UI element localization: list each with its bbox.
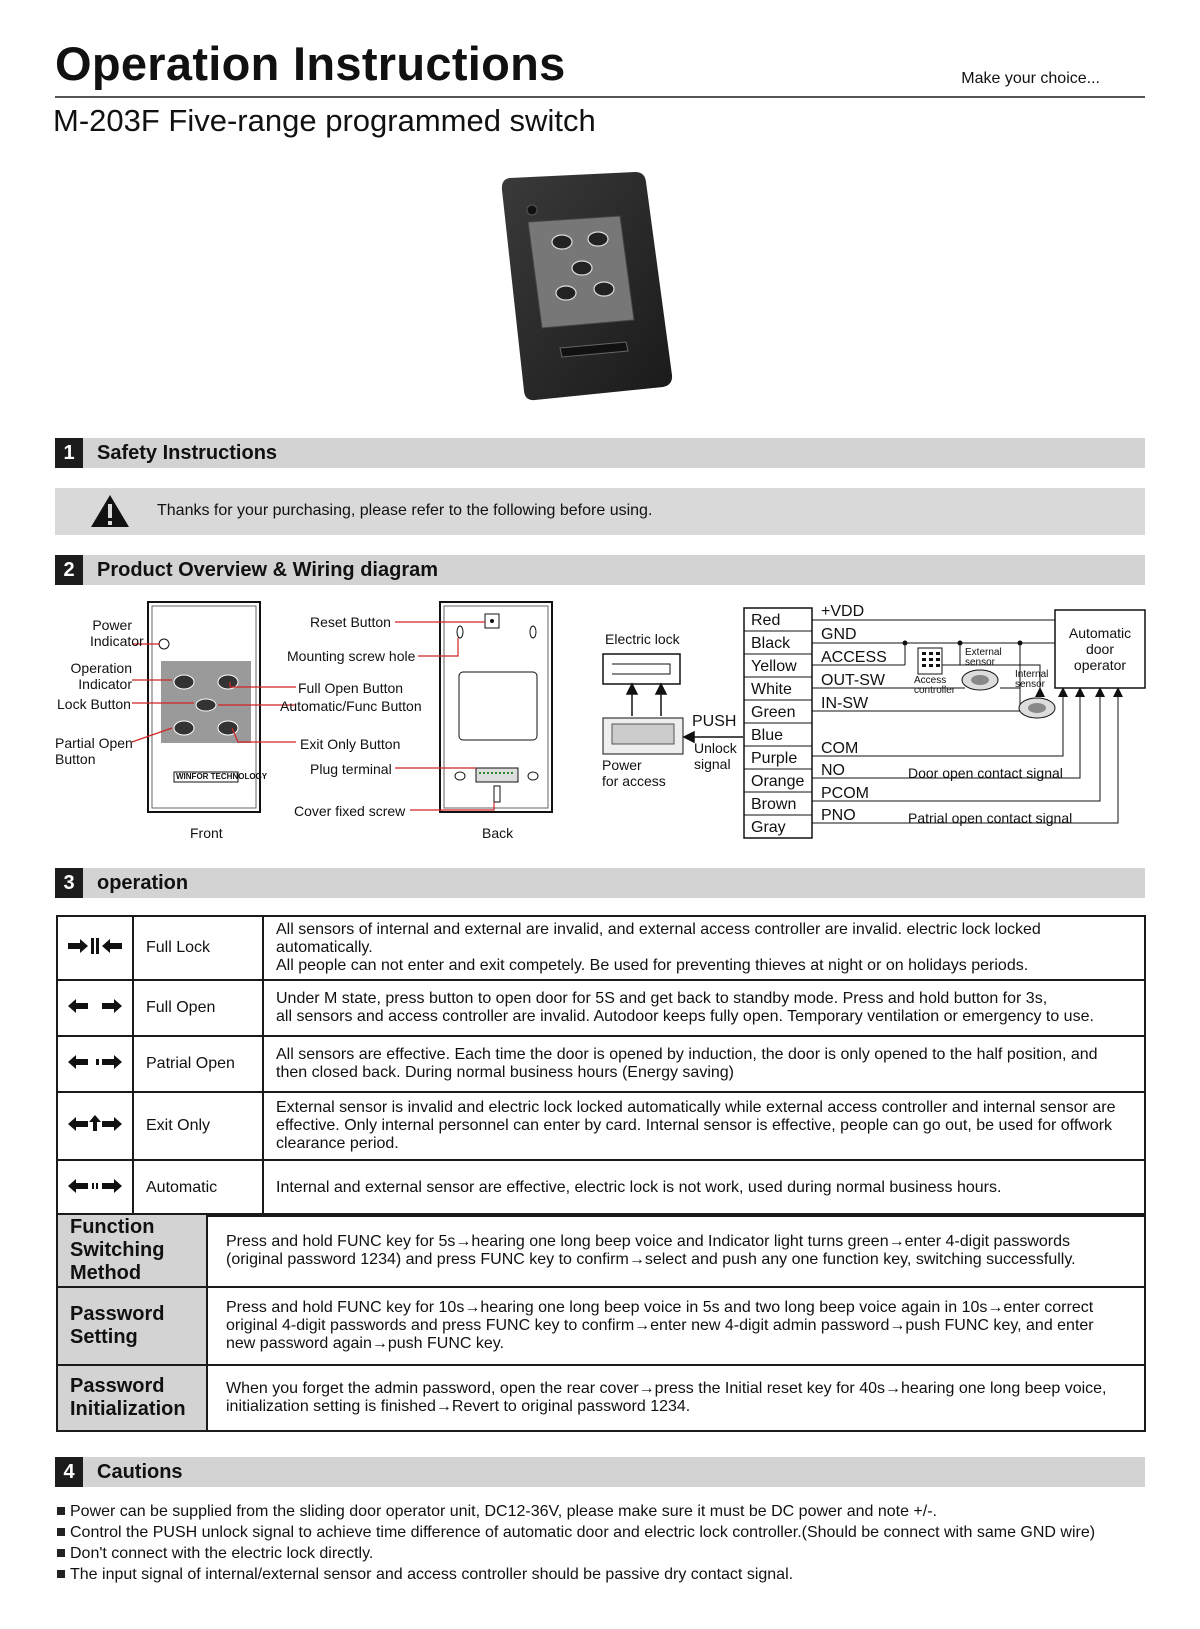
list-item [57,1545,373,1563]
function-text: When you forget the admin password, open the rear cover→press the Initial reset key for 40s→hearing one long beep voice, initialization setting is finished→Revert to original password 1234. [207,1365,1145,1431]
partial-open-signal-label: Patrial open contact signal [908,810,1073,826]
mode-name: Exit Only [133,1092,263,1160]
mode-name: Full Lock [133,916,263,980]
safety-notice-text: Thanks for your purchasing, please refer to the following before using. [157,502,653,519]
table-row [57,1160,1145,1216]
function-heading: Password Initialization [57,1365,207,1431]
bullet-icon [57,1528,65,1536]
wire-color-black: Black [751,635,791,652]
operation-indicator-label: Operation Indicator [70,660,132,692]
function-heading: Password Setting [57,1287,207,1365]
power-indicator-label: Power Indicator [90,617,144,649]
signal-pno: PNO [821,807,856,824]
function-table [56,1213,1146,1432]
signal-com: COM [821,740,859,757]
signal-access: ACCESS [821,649,887,666]
mode-name: Patrial Open [133,1036,263,1092]
wire-color-brown: Brown [751,796,797,813]
page-title: Operation Instructions [55,37,566,90]
electric-lock-label: Electric lock [605,631,680,647]
section-number: 1 [55,438,83,468]
signal-in-sw: IN-SW [821,695,869,712]
wire-color-yellow: Yellow [751,658,797,675]
mode-description: All sensors of internal and external are invalid, and external access controller are invalid. electric lock locked automatically. All people can not enter and exit competely. Be used for preventing thieves at night or on holidays periods. [263,916,1145,980]
wire-color-gray: Gray [751,819,786,836]
automatic-arrows-icon [57,1160,133,1216]
full-open-button-label: Full Open Button [298,680,404,696]
table-row [57,1036,1145,1092]
function-text: Press and hold FUNC key for 10s→hearing one long beep voice in 5s and two long beep voice again in 10s→enter correct original 4-digit passwords and press FUNC key to confirm→enter new 4-digit admin password→push FUNC key, and enter new password again→push FUNC key. [207,1287,1145,1365]
operation-table [56,915,1146,1217]
caution-text: Don't connect with the electric lock directly. [70,1545,374,1562]
wire-color-red: Red [751,612,781,629]
mode-name: Full Open [133,980,263,1036]
section-number: 4 [55,1457,83,1487]
section-title: Cautions [97,1461,183,1483]
push-label: PUSH [692,713,737,730]
section-title: Product Overview & Wiring diagram [97,559,439,581]
bullet-icon [57,1507,65,1515]
mode-description: Under M state, press button to open door for 5S and get back to standby mode. Press and hold button for 3s, all sensors and access controller are invalid. Autodoor keeps fully open. Temporary ventilation or emergency to use. [263,980,1145,1036]
caution-text: Power can be supplied from the sliding door operator unit, DC12-36V, please make sure it must be DC power and note +/-. [70,1503,937,1520]
partial-open-arrows-icon [57,1036,133,1092]
door-open-signal-label: Door open contact signal [908,765,1063,781]
table-row [57,1092,1145,1160]
signal-pcom: PCOM [821,785,869,802]
signal-out-sw: OUT-SW [821,672,885,689]
reset-button-label: Reset Button [310,614,391,630]
access-controller-label: Access controller [914,675,956,696]
auto-func-button-label: Automatic/Func Button [280,698,422,714]
caution-text: The input signal of internal/external sensor and access controller should be passive dry contact signal. [70,1566,794,1583]
back-caption: Back [482,825,514,841]
wire-color-purple: Purple [751,750,798,767]
plug-terminal-label: Plug terminal [310,761,392,777]
wire-color-blue: Blue [751,727,784,744]
front-brand-plate: WINFOR TECHNOLOGY [176,772,268,781]
table-row [57,916,1145,980]
function-heading: Function Switching Method [57,1214,207,1287]
list-item [57,1524,1095,1542]
table-row [57,1214,1145,1287]
tagline: Make your choice... [961,70,1100,87]
unlock-signal-label: Unlock signal [694,740,737,772]
caution-text: Control the PUSH unlock signal to achieve time difference of automatic door and electric lock controller.(Should be connect with same GND wire) [70,1524,1096,1541]
signal-vdd: +VDD [821,603,865,620]
section-cautions-header [55,1457,1145,1487]
bullet-icon [57,1570,65,1578]
mode-description: All sensors are effective. Each time the door is opened by induction, the door is only opened to the half position, and then closed back. During normal business hours (Energy saving) [263,1036,1145,1092]
table-row [57,1287,1145,1365]
table-row [57,1365,1145,1431]
signal-gnd: GND [821,626,857,643]
mode-description: Internal and external sensor are effective, electric lock is not work, used during normal business hours. [263,1160,1145,1216]
mounting-screw-hole-label: Mounting screw hole [287,648,416,664]
section-operation-header [55,868,1145,898]
partial-open-button-label: Partial Open Button [55,735,133,767]
wire-color-white: White [751,681,792,698]
list-item [57,1566,793,1584]
section-title: operation [97,872,189,894]
table-row [57,980,1145,1036]
section-title: Safety Instructions [97,442,278,464]
external-sensor-label: External sensor [965,647,1002,668]
wire-color-green: Green [751,704,796,721]
list-item [57,1503,937,1521]
cover-fixed-screw-label: Cover fixed screw [294,803,406,819]
section-number: 3 [55,868,83,898]
internal-sensor-label: Internal sensor [1015,669,1049,690]
product-subtitle: M-203F Five-range programmed switch [53,103,596,138]
exit-only-button-label: Exit Only Button [300,736,401,752]
function-text: Press and hold FUNC key for 5s→hearing one long beep voice and Indicator light turns green→enter 4-digit passwords (original password 1234) and press FUNC key to confirm→select and push any one function key, switching successfully. [207,1214,1145,1287]
exit-only-arrows-icon [57,1092,133,1160]
wire-color-orange: Orange [751,773,805,790]
lock-button-label: Lock Button [57,696,131,712]
mode-name: Automatic [133,1160,263,1216]
power-for-access-label: Power for access [602,757,666,789]
full-open-arrows-icon [57,980,133,1036]
signal-no: NO [821,762,845,779]
full-lock-arrows-icon [57,916,133,980]
front-caption: Front [190,825,223,841]
bullet-icon [57,1549,65,1557]
section-number: 2 [55,555,83,585]
door-operator-label: Automatic door operator [1068,625,1132,673]
mode-description: External sensor is invalid and electric lock locked automatically while external access controller and internal sensor are effective. Only internal personnel can enter by card. Internal sensor is effective, people can go out, be used for offwork clearance period. [263,1092,1145,1160]
